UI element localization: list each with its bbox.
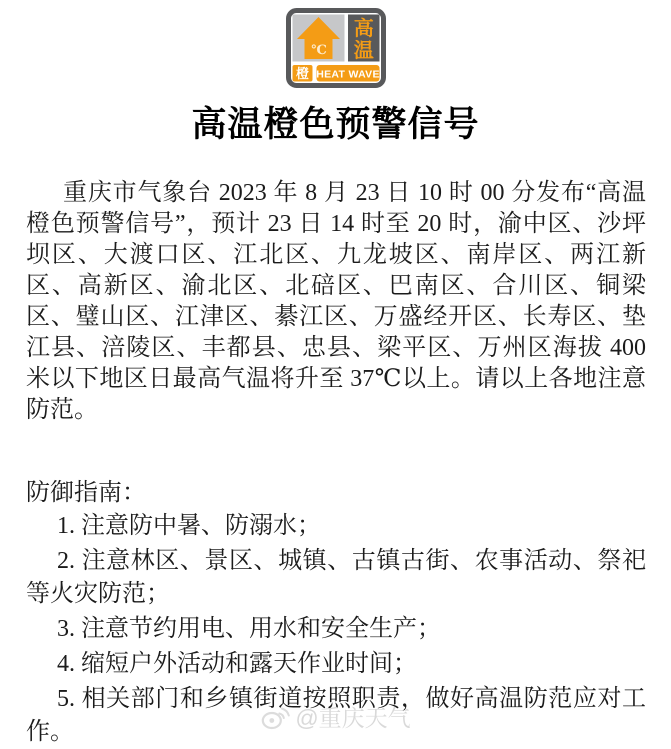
watermark-handle: @重庆天气 (295, 705, 411, 731)
hazard-char-top: 高 (353, 18, 374, 40)
warning-level-char: 橙 (295, 66, 309, 81)
page-root (0, 8, 671, 743)
weibo-icon (260, 704, 290, 730)
celsius-symbol: ℃ (310, 42, 327, 57)
guide-heading: 防御指南： (26, 480, 146, 506)
guide-item-5: 5. 相关部门和乡镇街道按照职责，做好高温防范应对工作。 (26, 686, 646, 745)
guide-item-3: 3. 注意节约用电、用水和安全生产； (57, 616, 441, 642)
hazard-char-bottom: 温 (353, 40, 374, 62)
heat-wave-warning-icon (286, 8, 386, 88)
guide-item-1: 1. 注意防中暑、防溺水； (57, 513, 321, 539)
watermark (260, 700, 410, 733)
guide-item-2: 2. 注意林区、景区、城镇、古镇古街、农事活动、祭祀等火灾防范； (26, 548, 646, 607)
notice-body (26, 178, 646, 749)
guide-item-4: 4. 缩短户外活动和露天作业时间； (57, 651, 417, 677)
main-paragraph: 重庆市气象台 2023 年 8 月 23 日 10 时 00 分发布“高温橙色预警信号”，预计 23 日 14 时至 20 时，渝中区、沙坪坝区、大渡口区、江北区、九龙坡区、南岸区、两江新区、高新区、渝北区、北碚区、巴南区、合川区、铜梁区、璧山区、江津区、綦江区、万盛经开区、长寿区、垫江县、涪陵区、丰都县、忠县、梁平区、万州区海拔 400 米以下地区日最高气温将升至 37℃以上。请以上各地注意防范。 (26, 180, 646, 423)
page-title: 高温橙色预警信号 (191, 105, 480, 144)
heat-wave-label: HEAT WAVE (315, 68, 380, 81)
